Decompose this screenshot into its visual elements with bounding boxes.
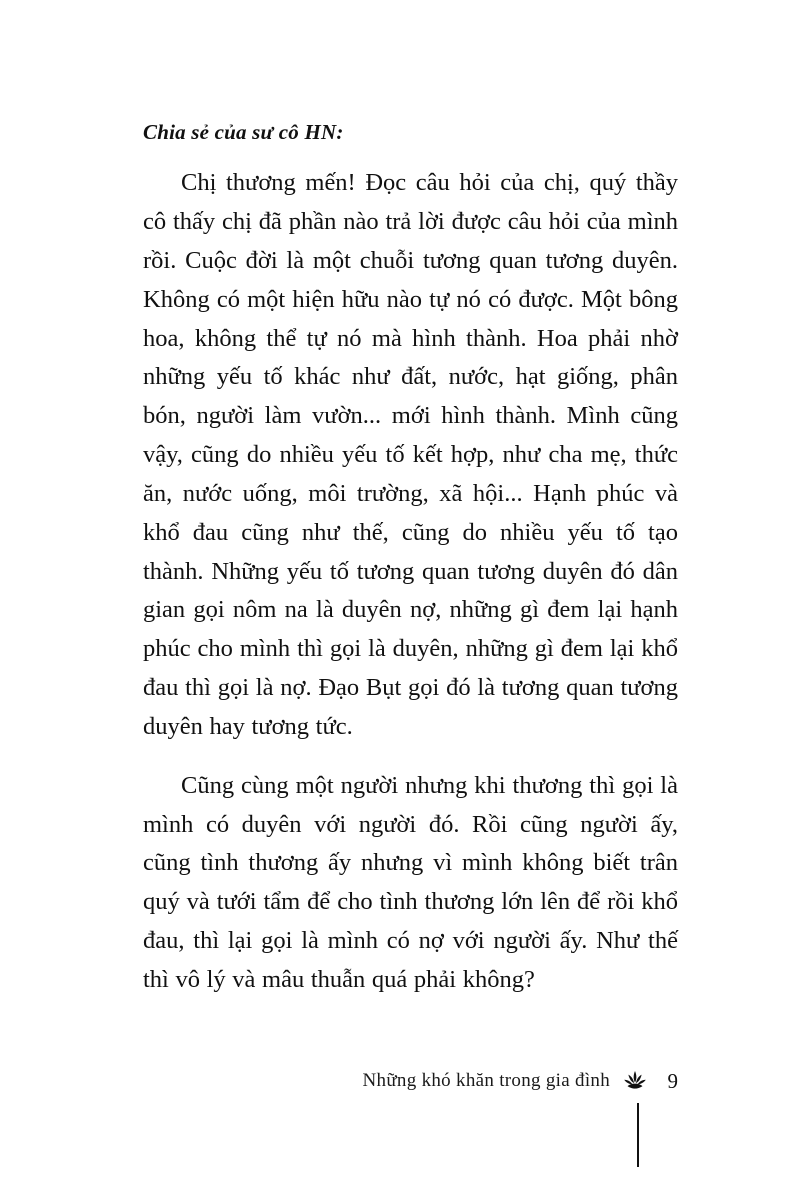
footer-chapter-title: Những khó khăn trong gia đình xyxy=(362,1070,610,1091)
page-number: 9 xyxy=(667,1068,678,1093)
page-content xyxy=(143,118,678,1000)
lotus-ornament-icon xyxy=(622,1068,648,1094)
body-paragraph-1: Chị thương mến! Đọc câu hỏi của chị, quý thầy cô thấy chị đã phần nào trả lời được câu hỏi của mình rồi. Cuộc đời là một chuỗi tương quan tương duyên. Không có một hiện hữu nào tự nó có được. Một bông hoa, không thể tự nó mà hình thành. Hoa phải nhờ những yếu tố khác như đất, nước, hạt giống, phân bón, người làm vườn... mới hình thành. Mình cũng vậy, cũng do nhiều yếu tố kết hợp, như cha mẹ, thức ăn, nước uống, môi trường, xã hội... Hạnh phúc và khổ đau cũng như thế, cũng do nhiều yếu tố tạo thành. Những yếu tố tương quan tương duyên đó dân gian gọi nôm na là duyên nợ, những gì đem lại hạnh phúc cho mình thì gọi là duyên, những gì đem lại khổ đau thì gọi là nợ. Đạo Bụt gọi đó là tương quan tương duyên hay tương tức. xyxy=(143,169,678,740)
page-footer xyxy=(143,1068,678,1094)
section-heading: Chia sẻ của sư cô HN: xyxy=(143,120,344,144)
body-paragraph-2: Cũng cùng một người nhưng khi thương thì gọi là mình có duyên với người đó. Rồi cũng người ấy, cũng tình thương ấy nhưng vì mình không biết trân quý và tưới tẩm để cho tình thương lớn lên để rồi khổ đau, thì lại gọi là mình có nợ với người ấy. Như thế thì vô lý và mâu thuẫn quá phải không? xyxy=(143,771,678,993)
decorative-spine-mark xyxy=(637,1103,639,1167)
